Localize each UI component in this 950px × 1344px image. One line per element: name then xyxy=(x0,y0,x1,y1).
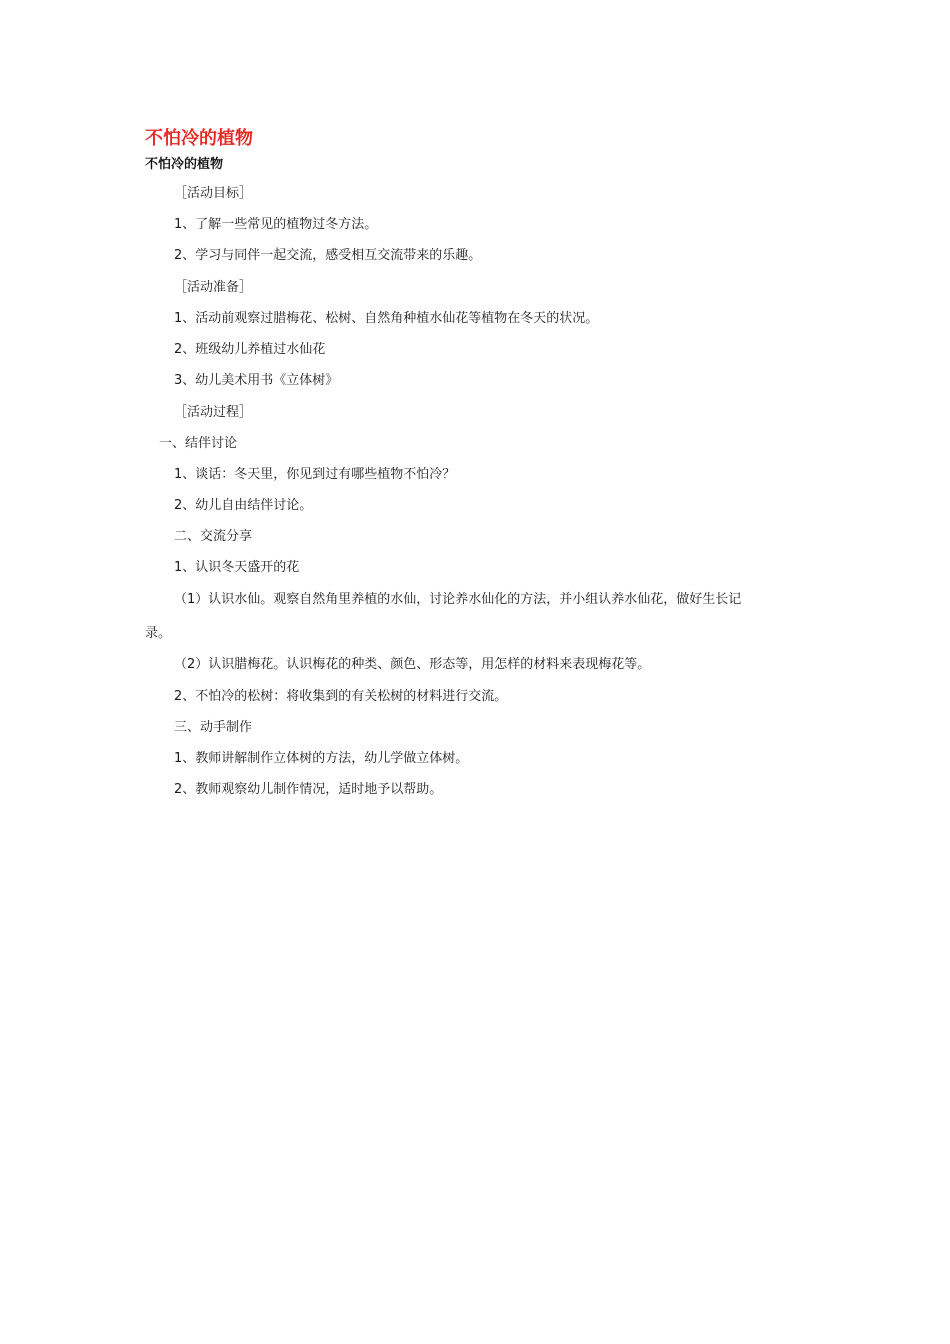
section-heading-preparation: ［活动准备］ xyxy=(174,280,253,295)
paragraph-line: 录。 xyxy=(145,626,172,641)
paragraph-line: 1、活动前观察过腊梅花、松树、自然角种植水仙花等植物在冬天的状况。 xyxy=(174,311,599,326)
paragraph-line: 三、动手制作 xyxy=(174,720,253,735)
paragraph-line: 2、教师观察幼儿制作情况，适时地予以帮助。 xyxy=(174,782,443,797)
section-heading-goals: ［活动目标］ xyxy=(174,186,253,201)
document-title: 不怕冷的植物 xyxy=(145,128,253,149)
paragraph-line: 2、学习与同伴一起交流，感受相互交流带来的乐趣。 xyxy=(174,248,482,263)
paragraph-line: （1）认识水仙。观察自然角里养植的水仙，讨论养水仙化的方法，并小组认养水仙花，做好生长记 xyxy=(174,592,742,607)
paragraph-line: 2、幼儿自由结伴讨论。 xyxy=(174,498,313,513)
paragraph-line: 2、班级幼儿养植过水仙花 xyxy=(174,342,326,357)
paragraph-line: 1、谈话：冬天里，你见到过有哪些植物不怕冷？ xyxy=(174,467,456,482)
paragraph-line: 一、结伴讨论 xyxy=(159,436,238,451)
paragraph-line: （2）认识腊梅花。认识梅花的种类、颜色、形态等，用怎样的材料来表现梅花等。 xyxy=(174,657,651,672)
document-subtitle: 不怕冷的植物 xyxy=(145,157,224,172)
paragraph-line: 1、认识冬天盛开的花 xyxy=(174,560,300,575)
paragraph-line: 3、幼儿美术用书《立体树》 xyxy=(174,373,339,388)
section-heading-process: ［活动过程］ xyxy=(174,405,253,420)
paragraph-line: 2、不怕冷的松树：将收集到的有关松树的材料进行交流。 xyxy=(174,689,508,704)
paragraph-line: 1、了解一些常见的植物过冬方法。 xyxy=(174,217,378,232)
paragraph-line: 二、交流分享 xyxy=(174,529,253,544)
paragraph-line: 1、教师讲解制作立体树的方法，幼儿学做立体树。 xyxy=(174,751,469,766)
